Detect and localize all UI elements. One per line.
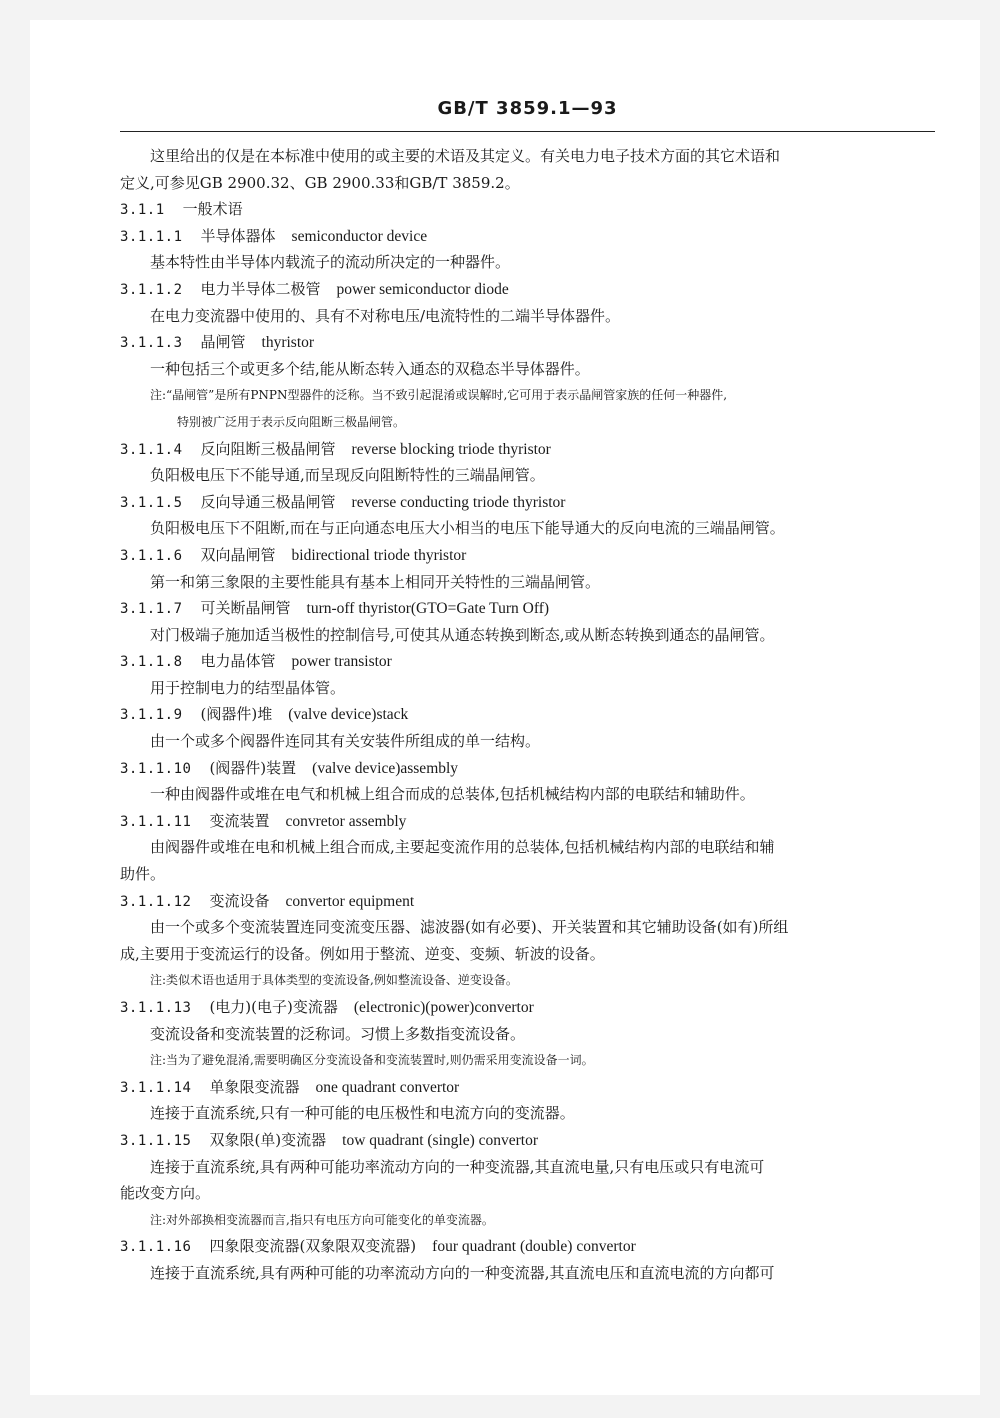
section-number: 3.1.1 xyxy=(120,202,165,219)
term-heading xyxy=(120,542,932,569)
term-number: 3.1.1.15 xyxy=(120,1132,192,1149)
term-heading xyxy=(120,276,932,303)
term-definition: 负阳极电压下不能导通,而呈现反向阻断特性的三端晶闸管。 xyxy=(150,466,545,485)
term-en: tow quadrant (single) convertor xyxy=(342,1131,538,1149)
term-en: (electronic)(power)convertor xyxy=(353,999,534,1016)
term-zh: 变流装置 xyxy=(209,811,270,830)
term-en: (valve device)stack xyxy=(288,706,409,724)
term-number: 3.1.1.1 xyxy=(120,228,183,245)
term-en: power semiconductor diode xyxy=(336,280,509,298)
term-definition: 在电力变流器中使用的、具有不对称电压/电流特性的二端半导体器件。 xyxy=(150,306,621,325)
term-number: 3.1.1.10 xyxy=(120,760,192,777)
term-definition: 由阀器件或堆在电和机械上组合而成,主要起变流作用的总装体,包括机械结构内部的电联结和辅 xyxy=(150,838,775,857)
term-zh: (电力)(电子)变流器 xyxy=(209,998,338,1016)
term-zh: 电力晶体管 xyxy=(200,652,276,671)
term-definition: 连接于直流系统,只有一种可能的电压极性和电流方向的变流器。 xyxy=(150,1104,575,1123)
term-heading xyxy=(120,755,932,782)
term-note: 注:对外部换相变流器而言,指只有电压方向可能变化的单变流器。 xyxy=(150,1212,494,1227)
term-definition: 连接于直流系统,具有两种可能功率流动方向的一种变流器,其直流电量,只有电压或只有电流可 xyxy=(150,1157,765,1176)
term-definition: 对门极端子施加适当极性的控制信号,可使其从通态转换到断态,或从断态转换到通态的晶闸管。 xyxy=(150,625,775,644)
term-heading xyxy=(120,701,932,728)
term-zh: (阀器件)堆 xyxy=(200,705,273,724)
term-number: 3.1.1.8 xyxy=(120,654,183,671)
term-note: 特别被广泛用于表示反向阻断三极晶闸管。 xyxy=(177,414,406,429)
term-zh: 双象限(单)变流器 xyxy=(209,1130,327,1149)
term-heading xyxy=(120,888,932,915)
term-number: 3.1.1.3 xyxy=(120,335,183,352)
term-zh: 反向阻断三极晶闸管 xyxy=(200,439,336,458)
term-heading xyxy=(120,1127,932,1154)
term-number: 3.1.1.16 xyxy=(120,1239,192,1256)
term-heading xyxy=(120,1233,932,1260)
term-en: reverse blocking triode thyristor xyxy=(351,440,551,458)
term-note: 注:类似术语也适用于具体类型的变流设备,例如整流设备、逆变设备。 xyxy=(150,973,518,988)
term-zh: 电力半导体二极管 xyxy=(200,279,321,298)
term-number: 3.1.1.9 xyxy=(120,707,183,724)
term-definition: 成,主要用于变流运行的设备。例如用于整流、逆变、变频、斩波的设备。 xyxy=(120,944,605,963)
term-zh: 双向晶闸管 xyxy=(200,545,276,564)
term-number: 3.1.1.6 xyxy=(120,547,183,564)
term-en: convretor assembly xyxy=(285,812,407,830)
term-en: turn-off thyristor(GTO=Gate Turn Off) xyxy=(306,600,550,618)
term-definition: 变流设备和变流装置的泛称词。习惯上多数指变流设备。 xyxy=(150,1024,526,1043)
term-en: one quadrant convertor xyxy=(315,1078,460,1096)
term-definition: 一种由阀器件或堆在电气和机械上组合而成的总装体,包括机械结构内部的电联结和辅助件。 xyxy=(150,785,755,804)
term-number: 3.1.1.2 xyxy=(120,281,183,298)
term-heading xyxy=(120,436,932,463)
term-zh: 反向导通三极晶闸管 xyxy=(200,492,336,511)
term-en: reverse conducting triode thyristor xyxy=(351,493,566,511)
term-number: 3.1.1.4 xyxy=(120,441,183,458)
term-definition: 由一个或多个变流装置连同变流变压器、滤波器(如有必要)、开关装置和其它辅助设备(如有)所组 xyxy=(150,918,789,937)
term-definition: 负阳极电压下不阻断,而在与正向通态电压大小相当的电压下能导通大的反向电流的三端晶闸管。 xyxy=(150,519,785,538)
intro-line: 定义,可参见GB 2900.32、GB 2900.33和GB/T 3859.2。 xyxy=(120,173,520,192)
term-heading xyxy=(120,223,932,250)
term-definition: 连接于直流系统,具有两种可能的功率流动方向的一种变流器,其直流电压和直流电流的方向都可 xyxy=(150,1263,775,1282)
term-note: 注:当为了避免混淆,需要明确区分变流设备和变流装置时,则仍需采用变流设备一词。 xyxy=(150,1053,594,1068)
term-zh: 晶闸管 xyxy=(200,333,246,352)
term-zh: (阀器件)装置 xyxy=(209,758,297,777)
term-definition: 一种包括三个或更多个结,能从断态转入通态的双稳态半导体器件。 xyxy=(150,359,590,378)
term-heading xyxy=(120,329,932,356)
intro-line: 这里给出的仅是在本标准中使用的或主要的术语及其定义。有关电力电子技术方面的其它术语和 xyxy=(150,147,781,165)
page-header xyxy=(120,95,935,132)
term-note: 注:“晶闸管”是所有PNPN型器件的泛称。当不致引起混淆或误解时,它可用于表示晶闸管家族的任何一种器件, xyxy=(150,388,728,403)
term-en: (valve device)assembly xyxy=(312,759,459,777)
standard-number: GB/T 3859.1—93 xyxy=(437,98,618,119)
term-definition: 基本特性由半导体内载流子的流动所决定的一种器件。 xyxy=(150,253,511,272)
page-content xyxy=(120,143,932,1287)
term-heading xyxy=(120,648,932,675)
term-zh: 单象限变流器 xyxy=(209,1077,300,1096)
term-number: 3.1.1.13 xyxy=(120,1000,192,1016)
section-title: 一般术语 xyxy=(182,200,243,219)
term-en: semiconductor device xyxy=(291,227,428,245)
section-heading xyxy=(120,196,932,223)
term-zh: 变流设备 xyxy=(209,891,270,910)
term-zh: 四象限变流器(双象限双变流器) xyxy=(209,1237,417,1256)
term-definition: 第一和第三象限的主要性能具有基本上相同开关特性的三端晶闸管。 xyxy=(150,572,601,591)
term-definition: 能改变方向。 xyxy=(120,1184,211,1203)
term-definition: 由一个或多个阀器件连同其有关安装件所组成的单一结构。 xyxy=(150,732,541,751)
term-en: thyristor xyxy=(261,334,315,352)
term-heading xyxy=(120,1074,932,1101)
term-definition: 助件。 xyxy=(120,865,166,884)
term-en: four quadrant (double) convertor xyxy=(432,1238,636,1256)
term-heading xyxy=(120,994,932,1021)
term-number: 3.1.1.5 xyxy=(120,494,183,511)
term-heading xyxy=(120,489,932,516)
term-number: 3.1.1.7 xyxy=(120,601,183,618)
term-definition: 用于控制电力的结型晶体管。 xyxy=(150,678,346,697)
term-number: 3.1.1.14 xyxy=(120,1079,192,1096)
term-en: power transistor xyxy=(291,653,392,671)
term-en: convertor equipment xyxy=(285,892,415,910)
term-heading xyxy=(120,808,932,835)
term-number: 3.1.1.12 xyxy=(120,893,192,910)
term-number: 3.1.1.11 xyxy=(120,813,192,830)
document-page xyxy=(30,20,980,1395)
term-zh: 半导体器体 xyxy=(200,226,276,245)
term-heading xyxy=(120,595,932,622)
term-en: bidirectional triode thyristor xyxy=(291,546,467,564)
term-zh: 可关断晶闸管 xyxy=(200,599,291,618)
